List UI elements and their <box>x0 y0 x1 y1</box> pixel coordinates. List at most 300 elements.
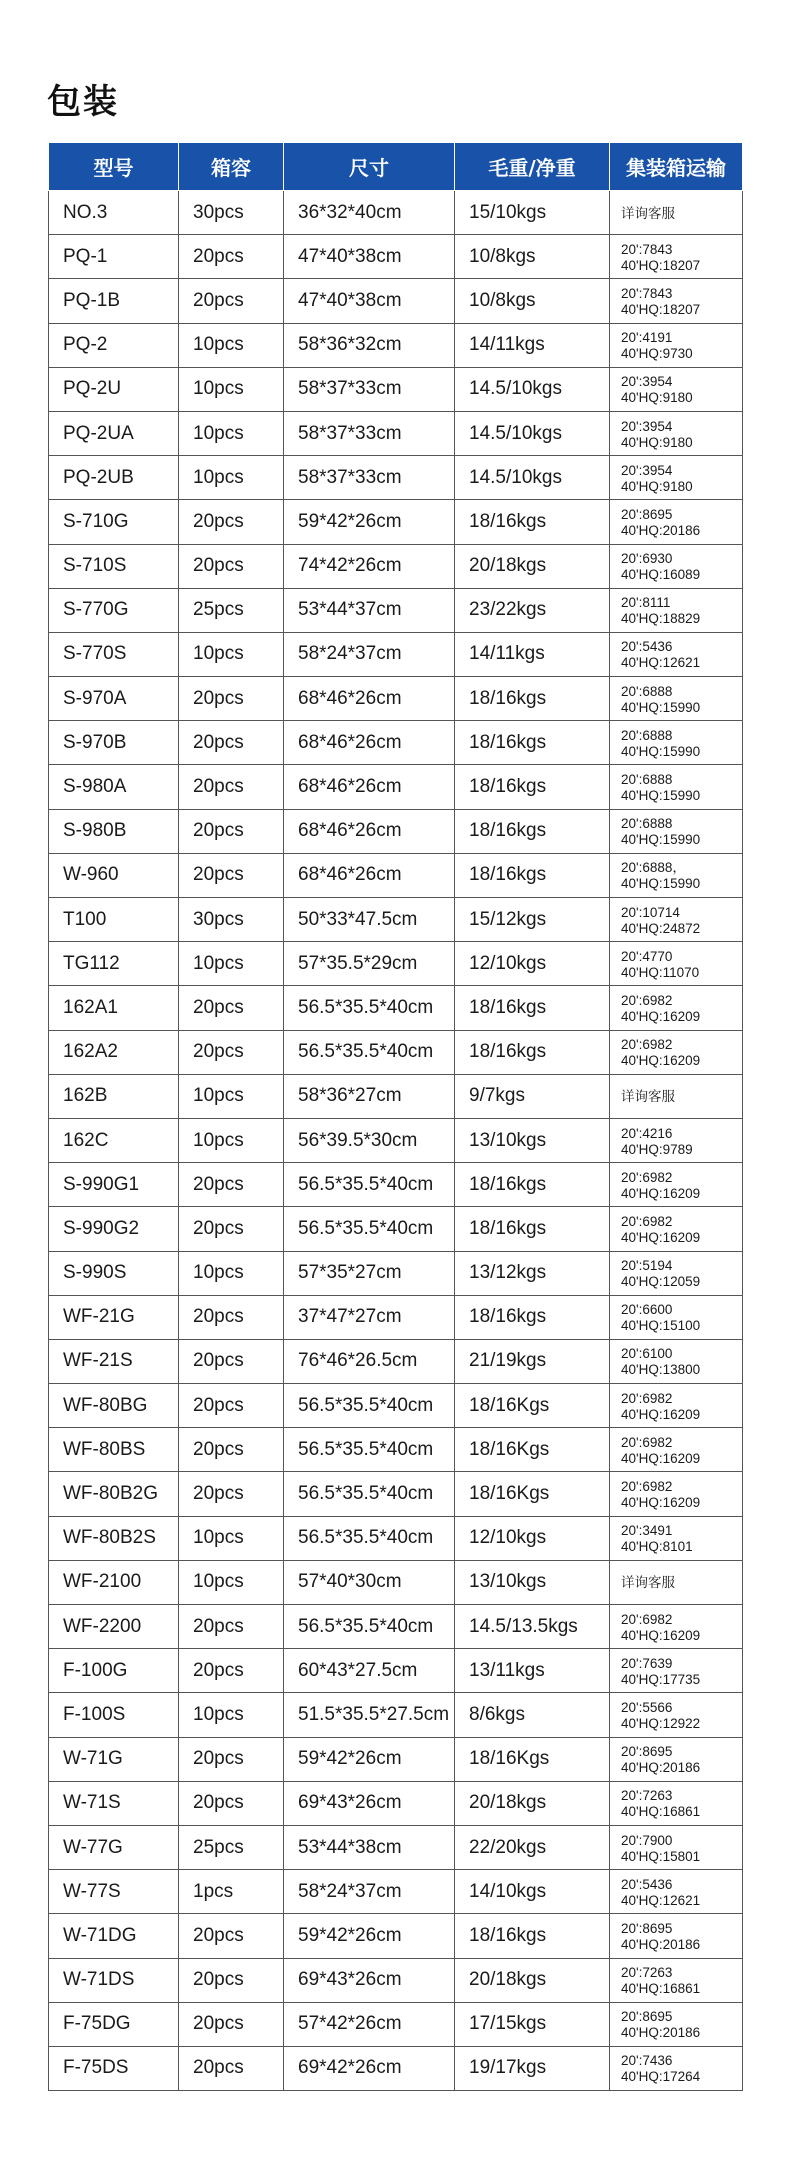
table-row <box>49 2046 743 2090</box>
table-row <box>49 853 743 897</box>
cell-box-quantity: 10pcs <box>179 367 284 411</box>
cell-model: F-75DS <box>49 2046 179 2090</box>
cell-box-quantity: 20pcs <box>179 1958 284 2002</box>
cell-box-quantity: 10pcs <box>179 632 284 676</box>
cell-weight: 23/22kgs <box>455 588 610 632</box>
cell-box-quantity: 20pcs <box>179 544 284 588</box>
shipping-line-20ft: 20':6982 <box>621 1390 673 1406</box>
cell-container-shipping <box>610 2002 743 2046</box>
cell-container-shipping <box>610 942 743 986</box>
cell-model: 162B <box>49 1074 179 1118</box>
shipping-line-40hq: 40'HQ:16861 <box>621 1804 701 1820</box>
cell-model: W-960 <box>49 853 179 897</box>
cell-dimensions: 36*32*40cm <box>284 191 455 235</box>
cell-container-shipping <box>610 677 743 721</box>
shipping-line-20ft: 20':3954 <box>621 374 673 390</box>
cell-model: S-990G1 <box>49 1163 179 1207</box>
cell-model: WF-21S <box>49 1339 179 1383</box>
shipping-line-40hq: 40'HQ:18207 <box>621 257 701 273</box>
cell-weight: 12/10kgs <box>455 942 610 986</box>
table-row <box>49 1737 743 1781</box>
cell-dimensions: 57*35*27cm <box>284 1251 455 1295</box>
cell-container-shipping <box>610 1295 743 1339</box>
cell-weight: 17/15kgs <box>455 2002 610 2046</box>
shipping-line-20ft: 20':8695 <box>621 1920 673 1936</box>
cell-box-quantity: 20pcs <box>179 2002 284 2046</box>
cell-model: S-970B <box>49 721 179 765</box>
shipping-line-20ft: 20':6888 <box>621 772 673 788</box>
cell-model: WF-80B2S <box>49 1516 179 1560</box>
table-row <box>49 898 743 942</box>
shipping-line-40hq: 40'HQ:9180 <box>621 434 693 450</box>
cell-dimensions: 57*42*26cm <box>284 2002 455 2046</box>
cell-model: F-100S <box>49 1693 179 1737</box>
cell-box-quantity: 10pcs <box>179 411 284 455</box>
cell-weight: 18/16kgs <box>455 1207 610 1251</box>
shipping-line-40hq: 40'HQ:20186 <box>621 522 701 538</box>
cell-model: W-71S <box>49 1781 179 1825</box>
cell-model: PQ-2UB <box>49 456 179 500</box>
shipping-line-20ft: 20':6888 <box>621 816 673 832</box>
cell-weight: 20/18kgs <box>455 544 610 588</box>
cell-dimensions: 57*40*30cm <box>284 1560 455 1604</box>
cell-weight: 18/16kgs <box>455 986 610 1030</box>
cell-weight: 20/18kgs <box>455 1958 610 2002</box>
cell-model: S-770S <box>49 632 179 676</box>
cell-box-quantity: 20pcs <box>179 1295 284 1339</box>
cell-dimensions: 68*46*26cm <box>284 809 455 853</box>
cell-weight: 18/16kgs <box>455 500 610 544</box>
cell-model: WF-21G <box>49 1295 179 1339</box>
table-row <box>49 1030 743 1074</box>
table-row <box>49 2002 743 2046</box>
shipping-line-20ft: 20':8695 <box>621 2009 673 2025</box>
cell-dimensions: 58*37*33cm <box>284 367 455 411</box>
cell-weight: 21/19kgs <box>455 1339 610 1383</box>
cell-container-shipping <box>610 1074 743 1118</box>
cell-box-quantity: 10pcs <box>179 1516 284 1560</box>
shipping-line-40hq: 40'HQ:16209 <box>621 1008 701 1024</box>
shipping-line-20ft: 20':3954 <box>621 462 673 478</box>
cell-box-quantity: 10pcs <box>179 1251 284 1295</box>
header-row <box>49 143 743 191</box>
cell-container-shipping <box>610 1560 743 1604</box>
table-row <box>49 367 743 411</box>
cell-dimensions: 58*36*32cm <box>284 323 455 367</box>
cell-dimensions: 53*44*37cm <box>284 588 455 632</box>
cell-weight: 18/16kgs <box>455 765 610 809</box>
table-row <box>49 1870 743 1914</box>
table-row <box>49 1914 743 1958</box>
shipping-line-20ft: 20':7436 <box>621 2053 673 2069</box>
shipping-line-40hq: 40'HQ:9180 <box>621 478 693 494</box>
cell-dimensions: 57*35.5*29cm <box>284 942 455 986</box>
cell-model: WF-2200 <box>49 1605 179 1649</box>
shipping-line-40hq: 40'HQ:24872 <box>621 920 701 936</box>
cell-container-shipping <box>610 588 743 632</box>
shipping-line-40hq: 40'HQ:8101 <box>621 1539 693 1555</box>
cell-container-shipping <box>610 1384 743 1428</box>
shipping-line-20ft: 20':7263 <box>621 1788 673 1804</box>
cell-weight: 10/8kgs <box>455 235 610 279</box>
cell-box-quantity: 20pcs <box>179 1737 284 1781</box>
cell-container-shipping <box>610 1781 743 1825</box>
cell-container-shipping <box>610 1605 743 1649</box>
shipping-line-20ft: 20':6888 <box>621 727 673 743</box>
cell-container-shipping <box>610 1472 743 1516</box>
cell-dimensions: 47*40*38cm <box>284 279 455 323</box>
cell-dimensions: 69*43*26cm <box>284 1781 455 1825</box>
cell-box-quantity: 20pcs <box>179 1649 284 1693</box>
cell-model: WF-2100 <box>49 1560 179 1604</box>
cell-dimensions: 58*24*37cm <box>284 1870 455 1914</box>
shipping-line-20ft: 20':3954 <box>621 418 673 434</box>
table-row <box>49 765 743 809</box>
shipping-line-20ft: 20':4191 <box>621 330 673 346</box>
table-row <box>49 1207 743 1251</box>
table-row <box>49 632 743 676</box>
header-dimensions: 尺寸 <box>284 143 455 191</box>
cell-weight: 18/16Kgs <box>455 1737 610 1781</box>
cell-weight: 18/16kgs <box>455 809 610 853</box>
shipping-line-20ft: 20':6100 <box>621 1346 673 1362</box>
shipping-line-40hq: 40'HQ:20186 <box>621 1936 701 1952</box>
header-weight: 毛重/净重 <box>455 143 610 191</box>
cell-box-quantity: 10pcs <box>179 456 284 500</box>
cell-weight: 14.5/10kgs <box>455 411 610 455</box>
cell-container-shipping <box>610 1251 743 1295</box>
table-row <box>49 279 743 323</box>
shipping-line-40hq: 40'HQ:16089 <box>621 567 701 583</box>
cell-model: S-710G <box>49 500 179 544</box>
shipping-line-40hq: 40'HQ:20186 <box>621 1760 701 1776</box>
cell-dimensions: 68*46*26cm <box>284 853 455 897</box>
cell-dimensions: 58*24*37cm <box>284 632 455 676</box>
cell-model: NO.3 <box>49 191 179 235</box>
shipping-line-20ft: 20':7843 <box>621 285 673 301</box>
cell-box-quantity: 10pcs <box>179 1118 284 1162</box>
cell-model: S-970A <box>49 677 179 721</box>
shipping-line-20ft: 20':7639 <box>621 1655 673 1671</box>
shipping-line-20ft: 20':6982 <box>621 1213 673 1229</box>
cell-container-shipping <box>610 721 743 765</box>
shipping-line-20ft: 20':5436 <box>621 1876 673 1892</box>
cell-box-quantity: 20pcs <box>179 1384 284 1428</box>
table-row <box>49 191 743 235</box>
shipping-line-40hq: 40'HQ:15990 <box>621 832 701 848</box>
cell-model: T100 <box>49 898 179 942</box>
cell-dimensions: 56.5*35.5*40cm <box>284 1428 455 1472</box>
table-row <box>49 1825 743 1869</box>
cell-box-quantity: 20pcs <box>179 279 284 323</box>
cell-box-quantity: 10pcs <box>179 1693 284 1737</box>
table-row <box>49 1781 743 1825</box>
shipping-line-20ft: 20':6982 <box>621 1169 673 1185</box>
cell-model: S-980B <box>49 809 179 853</box>
cell-dimensions: 56.5*35.5*40cm <box>284 1516 455 1560</box>
shipping-line-40hq: 40'HQ:15990 <box>621 876 701 892</box>
shipping-line-20ft: 20':6930 <box>621 551 673 567</box>
table-row <box>49 1251 743 1295</box>
cell-box-quantity: 20pcs <box>179 853 284 897</box>
cell-box-quantity: 20pcs <box>179 1339 284 1383</box>
table-row <box>49 1163 743 1207</box>
cell-weight: 18/16kgs <box>455 677 610 721</box>
cell-box-quantity: 10pcs <box>179 323 284 367</box>
cell-container-shipping <box>610 809 743 853</box>
cell-dimensions: 56.5*35.5*40cm <box>284 986 455 1030</box>
cell-dimensions: 68*46*26cm <box>284 677 455 721</box>
page-title: 包装 <box>47 82 119 122</box>
shipping-line-20ft: 详询客服 <box>621 1575 675 1591</box>
cell-dimensions: 56*39.5*30cm <box>284 1118 455 1162</box>
cell-container-shipping <box>610 1030 743 1074</box>
cell-model: PQ-2UA <box>49 411 179 455</box>
shipping-line-40hq: 40'HQ:16209 <box>621 1406 701 1422</box>
table-row <box>49 323 743 367</box>
table-row <box>49 1339 743 1383</box>
shipping-line-20ft: 20':6982 <box>621 1434 673 1450</box>
cell-box-quantity: 30pcs <box>179 898 284 942</box>
cell-box-quantity: 20pcs <box>179 765 284 809</box>
shipping-line-40hq: 40'HQ:20186 <box>621 2025 701 2041</box>
table-row <box>49 411 743 455</box>
cell-weight: 18/16kgs <box>455 1163 610 1207</box>
table-row <box>49 942 743 986</box>
table-row <box>49 809 743 853</box>
cell-dimensions: 58*37*33cm <box>284 456 455 500</box>
cell-box-quantity: 20pcs <box>179 721 284 765</box>
table-header <box>49 143 743 191</box>
cell-model: 162C <box>49 1118 179 1162</box>
cell-container-shipping <box>610 367 743 411</box>
cell-dimensions: 58*36*27cm <box>284 1074 455 1118</box>
table-row <box>49 456 743 500</box>
cell-box-quantity: 20pcs <box>179 500 284 544</box>
cell-dimensions: 56.5*35.5*40cm <box>284 1163 455 1207</box>
shipping-line-20ft: 20':3491 <box>621 1523 673 1539</box>
cell-container-shipping <box>610 544 743 588</box>
table-row <box>49 1516 743 1560</box>
shipping-line-20ft: 20':8111 <box>621 595 671 611</box>
cell-weight: 18/16kgs <box>455 721 610 765</box>
cell-container-shipping <box>610 986 743 1030</box>
cell-container-shipping <box>610 1958 743 2002</box>
cell-weight: 18/16kgs <box>455 1914 610 1958</box>
shipping-line-40hq: 40'HQ:16209 <box>621 1495 701 1511</box>
cell-model: PQ-1B <box>49 279 179 323</box>
cell-dimensions: 59*42*26cm <box>284 1914 455 1958</box>
shipping-line-40hq: 40'HQ:12059 <box>621 1274 701 1290</box>
cell-weight: 18/16kgs <box>455 1030 610 1074</box>
cell-box-quantity: 20pcs <box>179 1914 284 1958</box>
cell-box-quantity: 10pcs <box>179 1074 284 1118</box>
shipping-line-20ft: 20':7263 <box>621 1965 673 1981</box>
cell-dimensions: 69*43*26cm <box>284 1958 455 2002</box>
shipping-line-40hq: 40'HQ:16209 <box>621 1185 701 1201</box>
shipping-line-20ft: 详询客服 <box>621 1089 675 1105</box>
cell-model: W-77S <box>49 1870 179 1914</box>
table-row <box>49 1649 743 1693</box>
cell-box-quantity: 25pcs <box>179 1825 284 1869</box>
cell-box-quantity: 20pcs <box>179 809 284 853</box>
cell-dimensions: 47*40*38cm <box>284 235 455 279</box>
shipping-line-20ft: 20':6600 <box>621 1302 673 1318</box>
shipping-line-40hq: 40'HQ:9730 <box>621 346 693 362</box>
shipping-line-20ft: 20':5566 <box>621 1699 673 1715</box>
shipping-line-40hq: 40'HQ:16209 <box>621 1627 701 1643</box>
shipping-line-40hq: 40'HQ:13800 <box>621 1362 701 1378</box>
cell-container-shipping <box>610 1118 743 1162</box>
cell-model: WF-80BS <box>49 1428 179 1472</box>
shipping-line-40hq: 40'HQ:15990 <box>621 699 701 715</box>
cell-box-quantity: 20pcs <box>179 677 284 721</box>
shipping-line-40hq: 40'HQ:16209 <box>621 1450 701 1466</box>
cell-container-shipping <box>610 191 743 235</box>
cell-container-shipping <box>610 632 743 676</box>
shipping-line-20ft: 详询客服 <box>621 205 675 221</box>
cell-weight: 20/18kgs <box>455 1781 610 1825</box>
cell-container-shipping <box>610 323 743 367</box>
table-row <box>49 1693 743 1737</box>
cell-box-quantity: 20pcs <box>179 2046 284 2090</box>
shipping-line-40hq: 40'HQ:12922 <box>621 1715 701 1731</box>
cell-dimensions: 74*42*26cm <box>284 544 455 588</box>
shipping-line-40hq: 40'HQ:15100 <box>621 1318 701 1334</box>
cell-model: 162A2 <box>49 1030 179 1074</box>
cell-box-quantity: 1pcs <box>179 1870 284 1914</box>
cell-dimensions: 56.5*35.5*40cm <box>284 1207 455 1251</box>
shipping-line-40hq: 40'HQ:18207 <box>621 301 701 317</box>
cell-model: PQ-2 <box>49 323 179 367</box>
cell-weight: 14/11kgs <box>455 323 610 367</box>
cell-weight: 19/17kgs <box>455 2046 610 2090</box>
cell-container-shipping <box>610 1649 743 1693</box>
table-row <box>49 1428 743 1472</box>
cell-box-quantity: 30pcs <box>179 191 284 235</box>
shipping-line-20ft: 20':7843 <box>621 241 673 257</box>
cell-weight: 14/11kgs <box>455 632 610 676</box>
cell-container-shipping <box>610 898 743 942</box>
shipping-line-20ft: 20':6888， <box>621 860 686 876</box>
shipping-line-20ft: 20':6982 <box>621 992 673 1008</box>
table-row <box>49 500 743 544</box>
cell-dimensions: 37*47*27cm <box>284 1295 455 1339</box>
shipping-line-40hq: 40'HQ:16209 <box>621 1229 701 1245</box>
table-row <box>49 1118 743 1162</box>
shipping-line-40hq: 40'HQ:18829 <box>621 611 701 627</box>
cell-model: S-770G <box>49 588 179 632</box>
shipping-line-20ft: 20':4770 <box>621 948 673 964</box>
cell-model: WF-80B2G <box>49 1472 179 1516</box>
cell-model: S-980A <box>49 765 179 809</box>
cell-container-shipping <box>610 1693 743 1737</box>
cell-weight: 18/16kgs <box>455 853 610 897</box>
header-model: 型号 <box>49 143 179 191</box>
cell-container-shipping <box>610 1428 743 1472</box>
cell-container-shipping <box>610 1516 743 1560</box>
cell-weight: 13/10kgs <box>455 1118 610 1162</box>
packaging-table <box>48 142 743 2091</box>
cell-weight: 12/10kgs <box>455 1516 610 1560</box>
cell-weight: 14/10kgs <box>455 1870 610 1914</box>
shipping-line-40hq: 40'HQ:16209 <box>621 1053 701 1069</box>
cell-model: F-100G <box>49 1649 179 1693</box>
cell-model: S-710S <box>49 544 179 588</box>
shipping-line-40hq: 40'HQ:15990 <box>621 788 701 804</box>
cell-dimensions: 58*37*33cm <box>284 411 455 455</box>
cell-dimensions: 76*46*26.5cm <box>284 1339 455 1383</box>
cell-model: PQ-2U <box>49 367 179 411</box>
table-row <box>49 1605 743 1649</box>
cell-weight: 13/11kgs <box>455 1649 610 1693</box>
cell-model: 162A1 <box>49 986 179 1030</box>
cell-weight: 9/7kgs <box>455 1074 610 1118</box>
cell-container-shipping <box>610 235 743 279</box>
cell-model: WF-80BG <box>49 1384 179 1428</box>
shipping-line-20ft: 20':5194 <box>621 1258 673 1274</box>
cell-dimensions: 56.5*35.5*40cm <box>284 1384 455 1428</box>
shipping-line-20ft: 20':7900 <box>621 1832 673 1848</box>
cell-weight: 13/10kgs <box>455 1560 610 1604</box>
cell-container-shipping <box>610 456 743 500</box>
cell-weight: 13/12kgs <box>455 1251 610 1295</box>
cell-container-shipping <box>610 1737 743 1781</box>
cell-box-quantity: 10pcs <box>179 1560 284 1604</box>
shipping-line-20ft: 20':8695 <box>621 1744 673 1760</box>
cell-dimensions: 56.5*35.5*40cm <box>284 1605 455 1649</box>
cell-container-shipping <box>610 2046 743 2090</box>
cell-weight: 18/16Kgs <box>455 1428 610 1472</box>
cell-box-quantity: 20pcs <box>179 235 284 279</box>
header-container-shipping: 集装箱运输 <box>610 143 743 191</box>
cell-dimensions: 51.5*35.5*27.5cm <box>284 1693 455 1737</box>
cell-weight: 14.5/10kgs <box>455 456 610 500</box>
table-row <box>49 721 743 765</box>
shipping-line-20ft: 20':6888 <box>621 683 673 699</box>
shipping-line-40hq: 40'HQ:15801 <box>621 1848 701 1864</box>
cell-container-shipping <box>610 1339 743 1383</box>
cell-dimensions: 53*44*38cm <box>284 1825 455 1869</box>
shipping-line-40hq: 40'HQ:12621 <box>621 655 701 671</box>
table-row <box>49 1560 743 1604</box>
cell-weight: 22/20kgs <box>455 1825 610 1869</box>
cell-dimensions: 50*33*47.5cm <box>284 898 455 942</box>
table-row <box>49 235 743 279</box>
table-row <box>49 986 743 1030</box>
table-row <box>49 1295 743 1339</box>
shipping-line-40hq: 40'HQ:17264 <box>621 2069 701 2085</box>
cell-weight: 8/6kgs <box>455 1693 610 1737</box>
cell-container-shipping <box>610 1825 743 1869</box>
cell-dimensions: 59*42*26cm <box>284 1737 455 1781</box>
cell-dimensions: 69*42*26cm <box>284 2046 455 2090</box>
cell-box-quantity: 20pcs <box>179 1030 284 1074</box>
table-row <box>49 1472 743 1516</box>
cell-container-shipping <box>610 1163 743 1207</box>
shipping-line-20ft: 20':8695 <box>621 506 673 522</box>
shipping-line-40hq: 40'HQ:16861 <box>621 1981 701 1997</box>
cell-weight: 18/16Kgs <box>455 1472 610 1516</box>
shipping-line-40hq: 40'HQ:9180 <box>621 390 693 406</box>
cell-dimensions: 59*42*26cm <box>284 500 455 544</box>
cell-container-shipping <box>610 853 743 897</box>
shipping-line-40hq: 40'HQ:11070 <box>621 964 700 980</box>
table-row <box>49 544 743 588</box>
cell-model: TG112 <box>49 942 179 986</box>
cell-weight: 18/16Kgs <box>455 1384 610 1428</box>
shipping-line-40hq: 40'HQ:9789 <box>621 1141 693 1157</box>
